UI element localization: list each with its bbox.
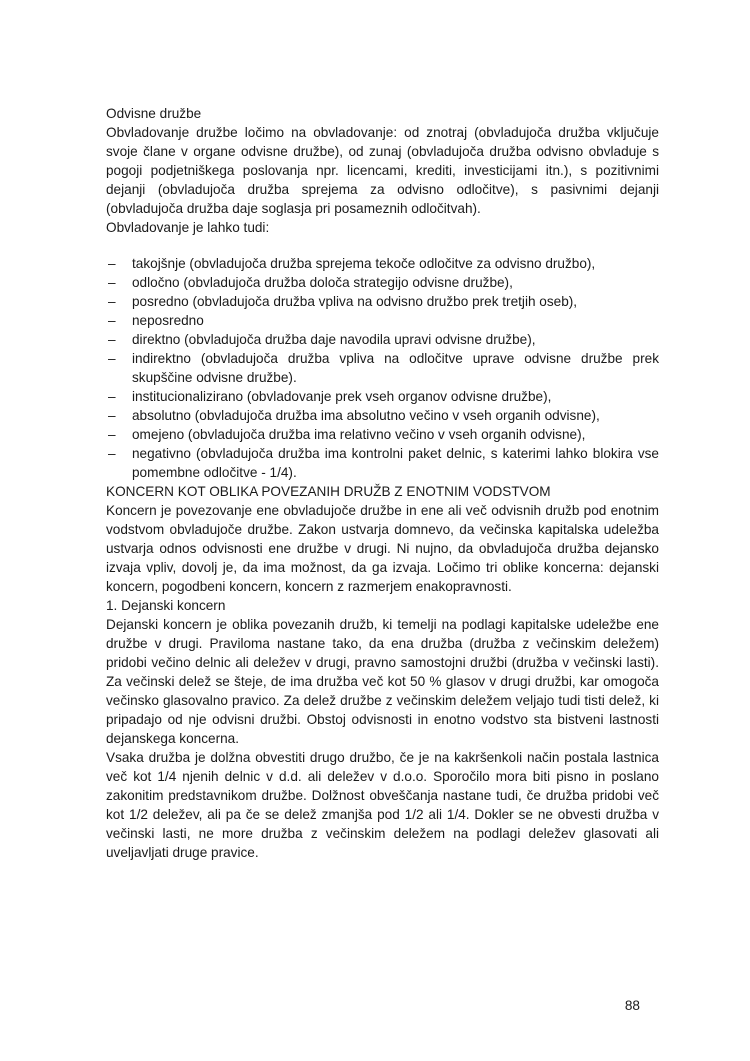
list-item [106,330,659,349]
paragraph-koncern: Koncern je povezovanje ene obvladujoče družbe in ene ali več odvisnih družb pod enotnim vodstvom obvladujoče družbe. Zakon ustvarja domnevo, da večinska kapitalska udeležba ustvarja odnos odvisnosti ene družbe v drugi. Ni nujno, da obvladujoča družba dejansko izvaja vpliv, dovolj je, da ima možnost, da ga izvaja. Ločimo tri oblike koncerna: dejanski koncern, pogodbeni koncern, koncern z razmerjem enakopravnosti. [106,503,659,594]
list-item-text: absolutno (obvladujoča družba ima absolutno večino v vseh organih odvisne), [132,408,600,423]
list-item-text: omejeno (obvladujoča družba ima relativno večino v vseh organih odvisne), [132,427,586,442]
subheading-dejanski-koncern: 1. Dejanski koncern [106,598,226,613]
paragraph-control: Obvladovanje družbe ločimo na obvladovanje: od znotraj (obvladujoča družba vključuje svoje člane v organe odvisne družbe), od zunaj (obvladujoča družba odvisno obvladuje s pogoji podjetniškega poslovanja npr. licencami, krediti, investicijami itn.), s pozitivnimi dejanji (obvladujoča družba sprejema za odvisno odločitve), s pasivnimi dejanji (obvladujoča družba daje soglasja pri posameznih odločitvah). [106,125,659,216]
list-item-text: direktno (obvladujoča družba daje navodila upravi odvisne družbe), [132,332,536,347]
list-item-text: institucionalizirano (obvladovanje prek vseh organov odvisne družbe), [132,389,552,404]
bullet-dash: – [108,446,116,461]
section-title: Odvisne družbe [106,106,202,121]
bullet-dash: – [108,427,116,442]
list-item-text: neposredno [132,313,204,328]
bullet-dash: – [108,256,116,271]
list-item-text: posredno (obvladujoča družba vpliva na odvisno družbo prek tretjih oseb), [132,294,578,309]
list-item [106,292,659,311]
list-intro: Obvladovanje je lahko tudi: [106,220,270,235]
paragraph-dejanski-koncern: Dejanski koncern je oblika povezanih družb, ki temelji na podlagi kapitalske udeležbe ene družbe v drugi. Praviloma nastane tako, da ena družba (družba z večinskim deležem) pridobi večino delnic ali deležev v drugi, pravno samostojni družbi (družba v večinski lasti). Za večinski delež se šteje, de ima družba več kot 50 % glasov v drugi družbi, kar omogoča večinsko glasovalno pravico. Za delež družbe z večinskim deležem veljajo tudi tisti delež, ki pripadajo od nje odvisni družbi. Obstoj odvisnosti in enotno vodstvo sta bistveni lastnosti dejanskega koncerna. [106,617,659,746]
list-item-text: indirektno (obvladujoča družba vpliva na odločitve uprave odvisne družbe prek skupščine odvisne družbe). [132,351,659,385]
list-item [106,387,659,406]
bullet-list [106,254,659,482]
list-item [106,349,659,387]
bullet-dash: – [108,275,116,290]
list-item-text: takojšnje (obvladujoča družba sprejema tekoče odločitve za odvisno družbo), [132,256,596,271]
list-item [106,254,659,273]
list-item-text: negativno (obvladujoča družba ima kontrolni paket delnic, s katerimi lahko blokira vse pomembne odločitve - 1/4). [132,446,659,480]
page-content [106,104,659,862]
list-item-text: odločno (obvladujoča družba določa strategijo odvisne družbe), [132,275,513,290]
list-item [106,273,659,292]
bullet-dash: – [108,351,116,366]
list-item [106,444,659,482]
bullet-dash: – [108,332,116,347]
bullet-dash: – [108,313,116,328]
paragraph-obvestilo: Vsaka družba je dolžna obvestiti drugo družbo, če je na kakršenkoli način postala lastnica več kot 1/4 njenih delnic v d.d. ali deležev v d.o.o. Sporočilo mora biti pisno in poslano zakonitim predstavnikom družbe. Dolžnost obveščanja nastane tudi, če družba pridobi več kot 1/2 deležev, ali pa če se delež zmanjša pod 1/2 ali 1/4. Dokler se ne obvesti družba v večinski lasti, ne more družba z večinskim deležem na podlagi deležev glasovati ali uveljavljati druge pravice. [106,750,659,860]
list-item [106,425,659,444]
page-number: 88 [624,998,640,1013]
bullet-dash: – [108,389,116,404]
bullet-dash: – [108,408,116,423]
list-item [106,311,659,330]
list-item [106,406,659,425]
heading-koncern: KONCERN KOT OBLIKA POVEZANIH DRUŽB Z ENOTNIM VODSTVOM [106,484,551,499]
bullet-dash: – [108,294,116,309]
